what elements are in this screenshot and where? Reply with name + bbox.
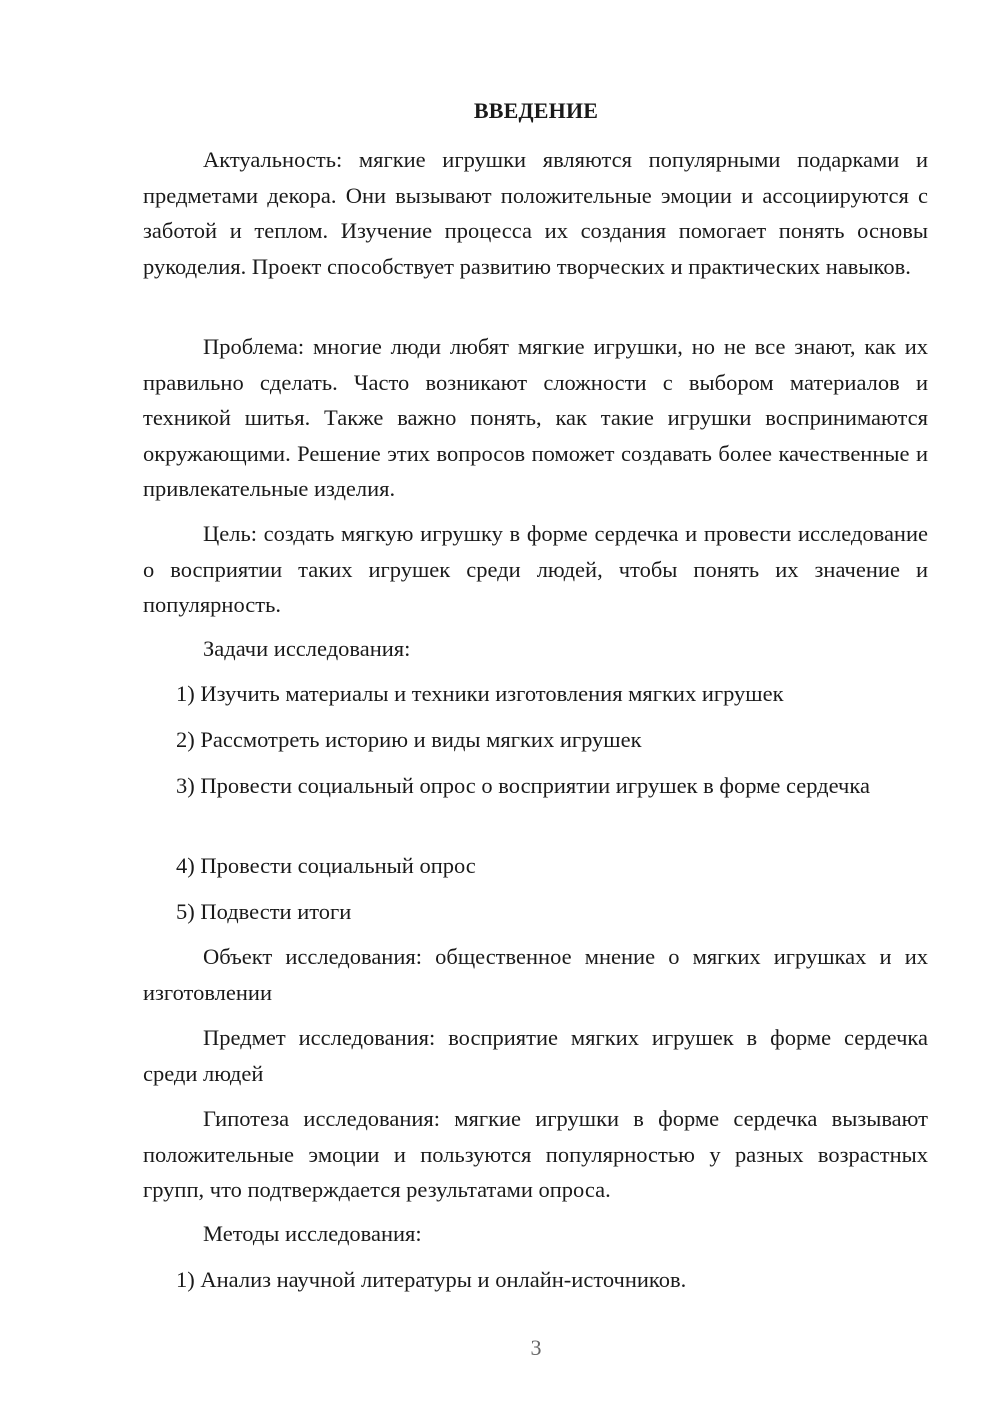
hypothesis-paragraph: Гипотеза исследования: мягкие игрушки в форме сердечка вызывают положительные эмоции и пользуются популярностью у разных возрастных групп, что подтверждается результатами опроса. — [143, 1106, 928, 1202]
methods-title: Методы исследования: — [203, 1221, 422, 1246]
task-item-5: 5) Подвести итоги — [176, 899, 352, 924]
task-item-3: 3) Провести социальный опрос о восприятии игрушек в форме сердечка — [176, 773, 870, 798]
subject-paragraph: Предмет исследования: восприятие мягких игрушек в форме сердечка среди людей — [143, 1025, 928, 1086]
task-item-2: 2) Рассмотреть историю и виды мягких игрушек — [176, 727, 642, 752]
tasks-title: Задачи исследования: — [203, 636, 411, 661]
goal-paragraph: Цель: создать мягкую игрушку в форме сердечка и провести исследование о восприятии таких игрушек среди людей, чтобы понять их значение и популярность. — [143, 521, 928, 617]
task-item-4: 4) Провести социальный опрос — [176, 853, 476, 878]
page-number: 3 — [530, 1335, 542, 1360]
problem-paragraph: Проблема: многие люди любят мягкие игрушки, но не все знают, как их правильно сделать. Часто возникают сложности с выбором материалов и техникой шитья. Также важно понять, как такие игрушки воспринимаются окружающими. Решение этих вопросов поможет создавать более качественные и привлекательные изделия. — [143, 334, 928, 501]
task-item-1: 1) Изучить материалы и техники изготовления мягких игрушек — [176, 681, 784, 706]
section-heading: ВВЕДЕНИЕ — [473, 98, 599, 123]
method-item-1: 1) Анализ научной литературы и онлайн-источников. — [176, 1267, 687, 1292]
relevance-paragraph: Актуальность: мягкие игрушки являются популярными подарками и предметами декора. Они вызывают положительные эмоции и ассоциируются с заботой и теплом. Изучение процесса их создания помогает понять основы рукоделия. Проект способствует развитию творческих и практических навыков. — [143, 147, 928, 279]
object-paragraph: Объект исследования: общественное мнение о мягких игрушках и их изготовлении — [143, 944, 928, 1005]
